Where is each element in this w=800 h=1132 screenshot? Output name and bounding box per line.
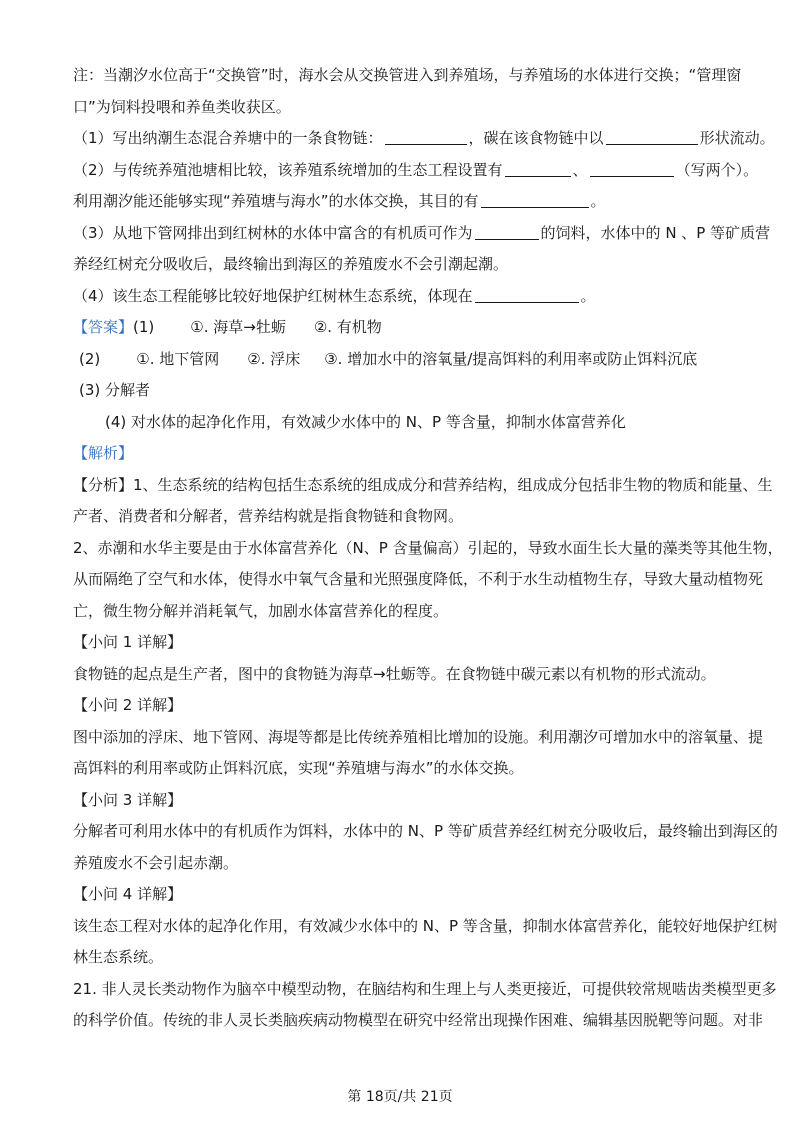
question-3-cont: 养经红树充分吸收后，最终输出到海区的养殖废水不会引潮起潮。	[73, 255, 509, 273]
question-2-text-e: 。	[590, 192, 606, 210]
answer-4: (4) 对水体的起净化作用，有效减少水体中的 N、P 等含量，抑制水体富营养化	[105, 412, 626, 431]
subquestion-4-heading: 【小问 4 详解】	[73, 885, 183, 903]
question-2-text-c: （写两个）。	[675, 160, 759, 179]
subquestion-4-detail-2: 林生态系统。	[73, 948, 164, 966]
question-2-text-a: （2）与传统养殖池塘相比较，该养殖系统增加的生态工程设置有	[73, 160, 503, 179]
question-2-cont	[73, 186, 733, 218]
question-2	[73, 155, 759, 187]
subquestion-2-detail-2: 高饵料的利用率或防止饵料沉底，实现“养殖塘与海水”的水体交换。	[73, 759, 524, 777]
answer-3	[73, 375, 733, 407]
subquestion-1-detail: 食物链的起点是生产者，图中的食物链为海草→牡蛎等。在食物链中碳元素以有机物的形式流动。	[73, 664, 716, 683]
question-3	[73, 218, 771, 250]
analysis-heading	[73, 438, 733, 470]
answer-1-a: ①. 海草→牡蛎	[190, 318, 286, 336]
subquestion-3-heading: 【小问 3 详解】	[73, 790, 183, 809]
subquestion-3-detail-2: 养殖废水不会引起赤潮。	[73, 853, 239, 872]
page-number: 第 18页/共 21页	[347, 1089, 453, 1105]
question-21-line-1: 21. 非人灵长类动物作为脑卒中模型动物，在脑结构和生理上与人类更接近，可提供较常规啮齿类模型更多	[73, 979, 777, 998]
question-21-line-2: 的科学价值。传统的非人灵长类脑疾病动物模型在研究中经常出现操作困难、编辑基因脱靶等问题。对非	[73, 1011, 764, 1029]
question-1-text-c: 形状流动。	[699, 129, 775, 147]
subquestion-2-detail-1: 图中添加的浮床、地下管网、海堤等都是比传统养殖相比增加的设施。利用潮汐可增加水中的溶氧量、提	[73, 727, 764, 746]
question-2-text-d: 利用潮汐能还能够实现“养殖塘与海水”的水体交换，其目的有	[73, 192, 479, 210]
analysis-line-1: 【分析】1、生态系统的结构包括生态系统的组成成分和营养结构，组成成分包括非生物的物质和能量、生	[73, 475, 773, 494]
answer-tag: 【答案】	[73, 318, 134, 336]
analysis-line-4: 从而隔绝了空气和水体，使得水中氧气含量和光照强度降低，不利于水生动植物生存，导致大量动植物死	[73, 570, 764, 588]
question-1-text-a: （1）写出纳潮生态混合养塘中的一条食物链：	[73, 129, 383, 147]
answer-blank	[475, 286, 579, 303]
answer-2-num: (2)	[79, 349, 101, 368]
question-2-text-b: 、	[572, 160, 588, 179]
question-4-text-a: （4）该生态工程能够比较好地保护红树林生态系统，体现在	[73, 286, 473, 305]
answer-blank	[590, 160, 674, 177]
subquestion-3-detail-1: 分解者可利用水体中的有机质作为饵料，水体中的 N、P 等矿质营养经红树充分吸收后，最终输出到海区的	[73, 822, 778, 840]
analysis-line-3: 2、赤潮和水华主要是由于水体富营养化（N、P 含量偏高）引起的，导致水面生长大量的藻类等其他生物，	[73, 538, 783, 557]
question-3-text-b: 的饲料，水体中的 N 、P 等矿质营	[540, 223, 771, 242]
subquestion-4-detail-1: 该生态工程对水体的起净化作用，有效减少水体中的 N、P 等含量，抑制水体富营养化，能较好地保护红树	[73, 916, 778, 935]
note-line-2: 口”为饲料投喂和养鱼类收获区。	[73, 97, 291, 116]
document-body	[73, 60, 783, 1037]
subquestion-2-heading: 【小问 2 详解】	[73, 696, 183, 714]
answer-3-text: (3) 分解者	[79, 381, 151, 399]
question-1-text-b: ，碳在该食物链中以	[468, 129, 604, 147]
question-3-text-a: （3）从地下管网排出到红树林的水体中富含的有机质可作为	[73, 223, 473, 242]
answer-1	[73, 312, 733, 344]
question-4-text-b: 。	[580, 286, 596, 305]
answer-1-b: ②. 有机物	[313, 318, 382, 336]
analysis-line-5: 亡，微生物分解并消耗氧气，加剧水体富营养化的程度。	[73, 601, 449, 620]
answer-2-a: ①. 地下管网	[136, 349, 220, 368]
answer-blank	[481, 191, 589, 208]
note-line-1: 注：当潮汐水位高于“交换管”时，海水会从交换管进入到养殖场，与养殖场的水体进行交换；“管理窗	[73, 66, 742, 84]
analysis-line-2: 产者、消费者和分解者，营养结构就是指食物链和食物网。	[73, 507, 464, 525]
subquestion-1-heading: 【小问 1 详解】	[73, 633, 183, 651]
question-4	[73, 281, 733, 313]
answer-blank	[505, 160, 571, 177]
answer-blank	[606, 128, 698, 145]
answer-blank	[385, 128, 467, 145]
answer-1-num: (1)	[133, 318, 155, 336]
answer-2	[73, 344, 733, 376]
answer-blank	[475, 223, 539, 240]
answer-2-c: ③. 增加水中的溶氧量/提高饵料的利用率或防止饵料沉底	[324, 349, 698, 368]
analysis-tag: 【解析】	[73, 444, 134, 462]
question-1	[73, 123, 775, 155]
answer-2-b: ②. 浮床	[247, 349, 301, 368]
